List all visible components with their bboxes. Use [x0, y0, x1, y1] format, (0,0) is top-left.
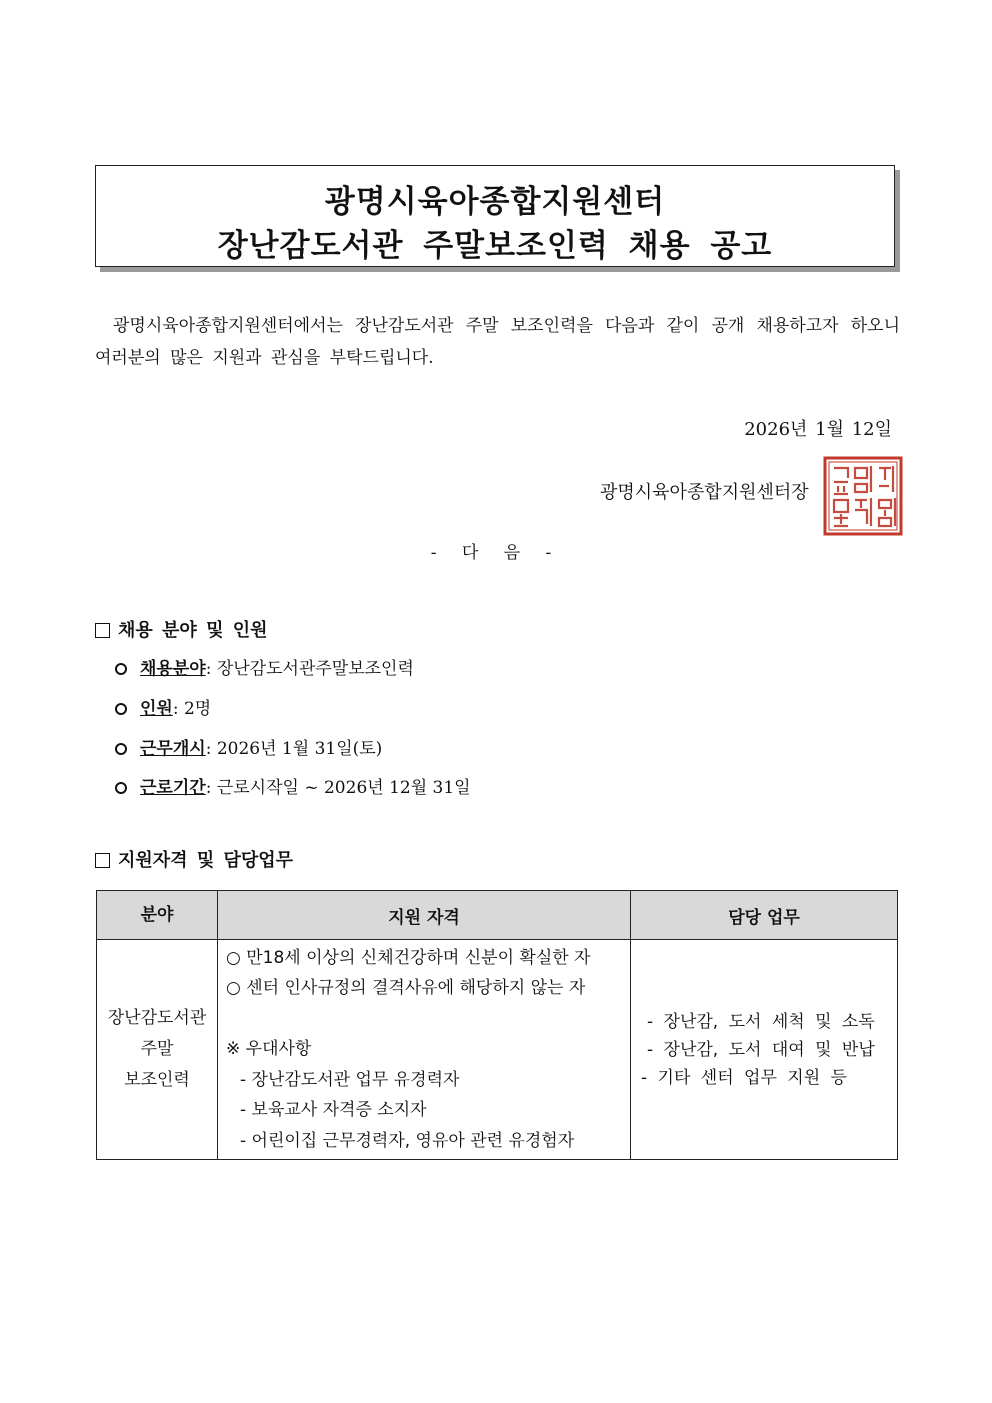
item-label: 근무개시 [140, 739, 206, 759]
preference-title: ※ 우대사항 [226, 1039, 312, 1060]
qualification-line: ○ 센터 인사규정의 결격사유에 해당하지 않는 자 [226, 978, 586, 999]
intro-text: 광명시육아종합지원센터에서는 장난감도서관 주말 보조인력을 다음과 같이 공개 채용하고자 하오니 여러분의 많은 지원과 관심을 부탁드립니다. [95, 316, 900, 368]
table-header-row [97, 891, 898, 940]
list-item-start-date [115, 734, 382, 759]
preference-line: - 장난감도서관 업무 유경력자 [240, 1069, 460, 1090]
title-line-2: 장난감도서관 주말보조인력 채용 공고 [217, 228, 773, 264]
title-box [95, 165, 895, 267]
header-duties: 담당 업무 [631, 891, 898, 940]
qualification-line: ○ 만18세 이상의 신체건강하며 신분이 확실한 자 [226, 947, 591, 968]
section1-heading-text: 채용 분야 및 인원 [118, 620, 268, 641]
item-label: 인원 [140, 699, 173, 719]
item-value: : 2026년 1월 31일(토) [205, 739, 383, 759]
list-item-field [115, 654, 414, 679]
item-value: : 2명 [172, 699, 212, 719]
duty-line: - 기타 센터 업무 지원 등 [641, 1067, 847, 1088]
section-heading-qualifications [95, 846, 293, 872]
field-line: 보조인력 [124, 1070, 190, 1090]
preference-line: - 어린이집 근무경력자, 영유아 관련 유경험자 [240, 1130, 575, 1151]
circle-bullet-icon [115, 743, 127, 755]
header-qualifications: 지원 자격 [218, 891, 631, 940]
field-cell [97, 940, 218, 1160]
checkbox-square-icon [95, 623, 110, 638]
circle-bullet-icon [115, 703, 127, 715]
issuer-name: 광명시육아종합지원센터장 [600, 482, 809, 503]
intro-paragraph [95, 310, 900, 374]
section-heading-recruitment [95, 616, 268, 642]
duty-line: - 장난감, 도서 대여 및 반납 [647, 1039, 875, 1060]
item-label: 채용분야 [140, 659, 206, 679]
item-value: : 근로시작일 ~ 2026년 12월 31일 [205, 778, 471, 798]
daum-divider: - 다 음 - [430, 543, 562, 563]
official-seal-stamp [823, 456, 903, 536]
announcement-date: 2026년 1월 12일 [744, 419, 892, 440]
qualifications-cell [218, 940, 631, 1160]
qualification-table [96, 890, 898, 1160]
preference-line: - 보육교사 자격증 소지자 [240, 1100, 427, 1121]
item-value: : 장난감도서관주말보조인력 [205, 659, 414, 679]
duty-line: - 장난감, 도서 세척 및 소독 [647, 1011, 875, 1032]
header-field: 분야 [97, 891, 218, 940]
blank-line [226, 1004, 630, 1035]
duties-cell [631, 940, 898, 1160]
list-item-period [115, 773, 471, 798]
circle-bullet-icon [115, 663, 127, 675]
checkbox-square-icon [95, 853, 110, 868]
table-row [97, 940, 898, 1160]
list-item-headcount [115, 694, 211, 719]
item-label: 근로기간 [140, 778, 206, 798]
title-line-1: 광명시육아종합지원센터 [324, 184, 666, 220]
field-line: 장난감도서관 [107, 1008, 207, 1028]
circle-bullet-icon [115, 782, 127, 794]
field-line: 주말 [140, 1039, 174, 1059]
section2-heading-text: 지원자격 및 담당업무 [118, 850, 294, 871]
